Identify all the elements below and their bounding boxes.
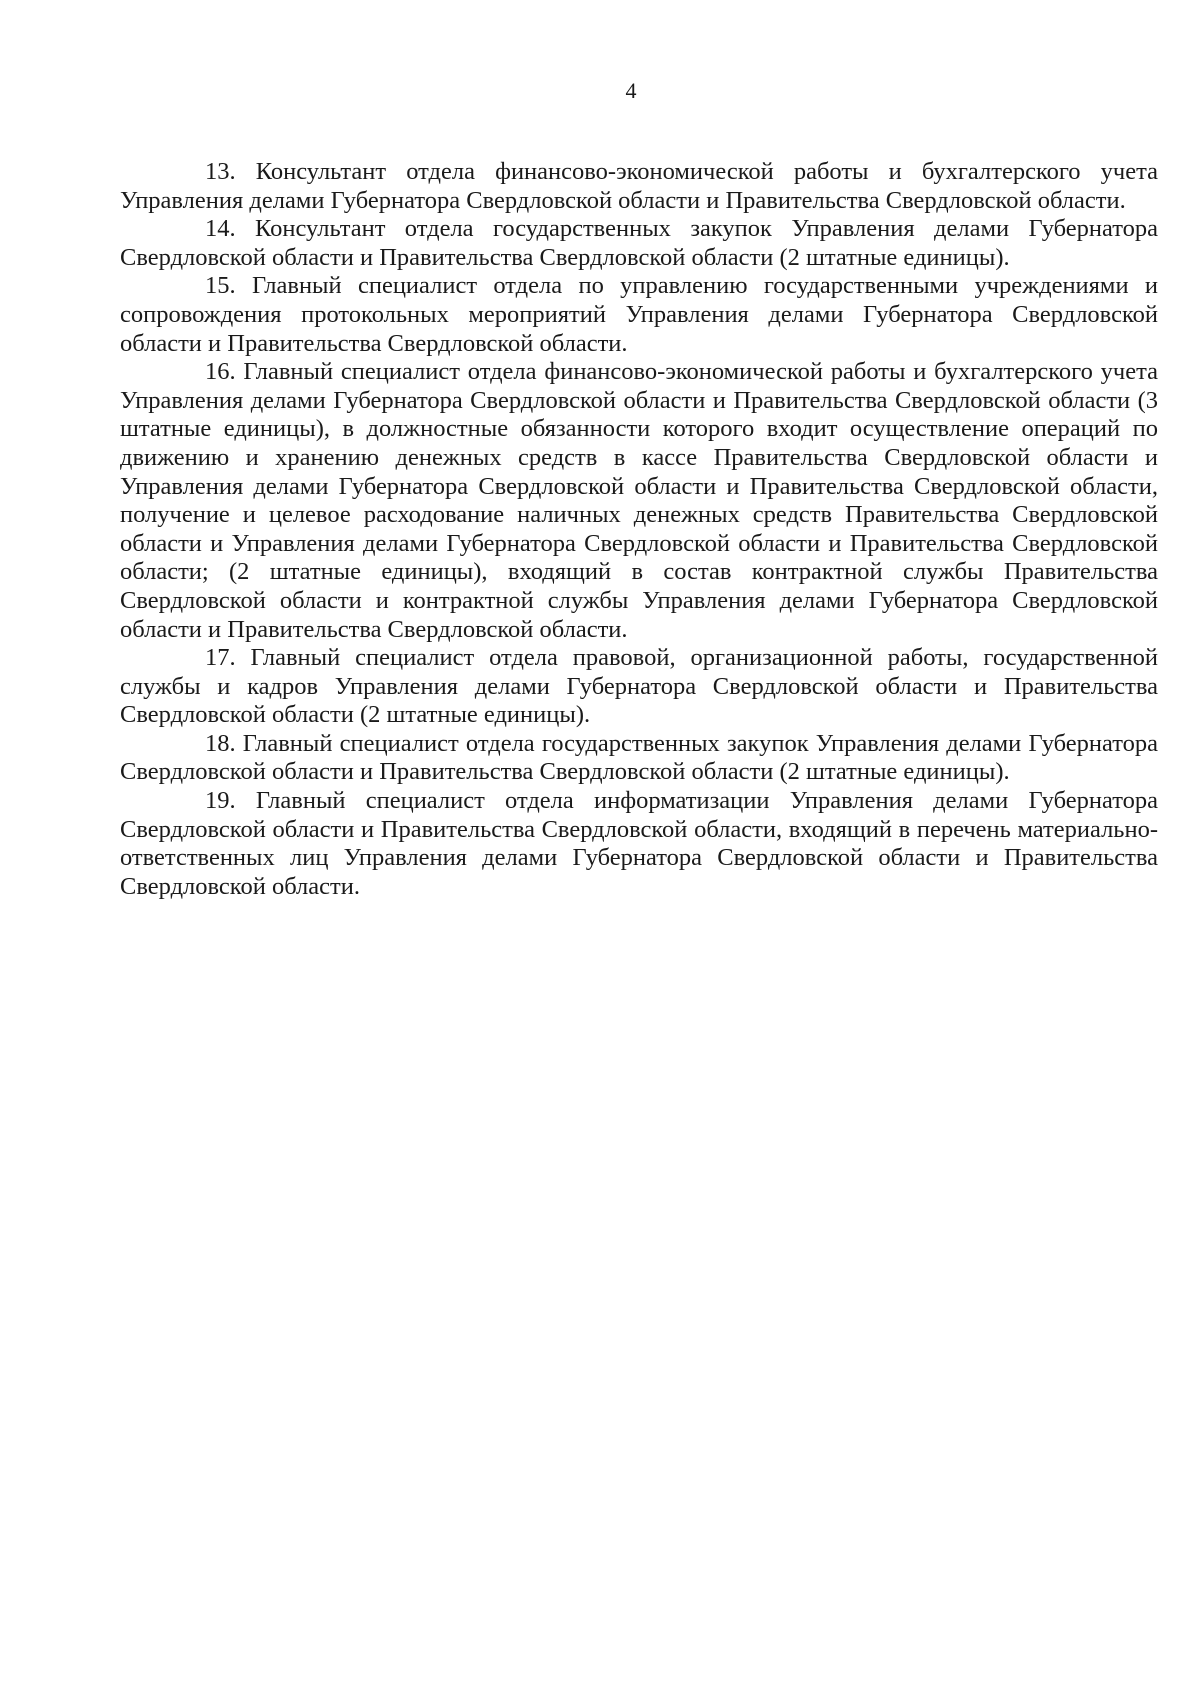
list-item-13: 13. Консультант отдела финансово-экономической работы и бухгалтерского учета Управления делами Губернатора Свердловской области и Правительства Свердловской области.	[120, 158, 1158, 214]
list-item-15: 15. Главный специалист отдела по управлению государственными учреждениями и сопровождения протокольных мероприятий Управления делами Губернатора Свердловской области и Правительства Свердловской области.	[120, 272, 1158, 357]
position-list	[120, 158, 1158, 901]
list-item-17: 17. Главный специалист отдела правовой, организационной работы, государственной службы и кадров Управления делами Губернатора Свердловской области и Правительства Свердловской области (2 штатные единицы).	[120, 644, 1158, 729]
list-item-14: 14. Консультант отдела государственных закупок Управления делами Губернатора Свердловской области и Правительства Свердловской области (2 штатные единицы).	[120, 215, 1158, 271]
list-item-16: 16. Главный специалист отдела финансово-экономической работы и бухгалтерского учета Управления делами Губернатора Свердловской области и Правительства Свердловской области (3 штатные единицы), в должностные обязанности которого входит осуществление операций по движению и хранению денежных средств в кассе Правительства Свердловской области и Управления делами Губернатора Свердловской области и Правительства Свердловской области, получение и целевое расходование наличных денежных средств Правительства Свердловской области и Управления делами Губернатора Свердловской области и Правительства Свердловской области; (2 штатные единицы), входящий в состав контрактной службы Правительства Свердловской области и контрактной службы Управления делами Губернатора Свердловской области и Правительства Свердловской области.	[120, 358, 1158, 643]
list-item-19: 19. Главный специалист отдела информатизации Управления делами Губернатора Свердловской области и Правительства Свердловской области, входящий в перечень материально-ответственных лиц Управления делами Губернатора Свердловской области и Правительства Свердловской области.	[120, 787, 1158, 900]
list-item-18: 18. Главный специалист отдела государственных закупок Управления делами Губернатора Свердловской области и Правительства Свердловской области (2 штатные единицы).	[120, 729, 1158, 786]
page-number: 4	[625, 78, 637, 103]
